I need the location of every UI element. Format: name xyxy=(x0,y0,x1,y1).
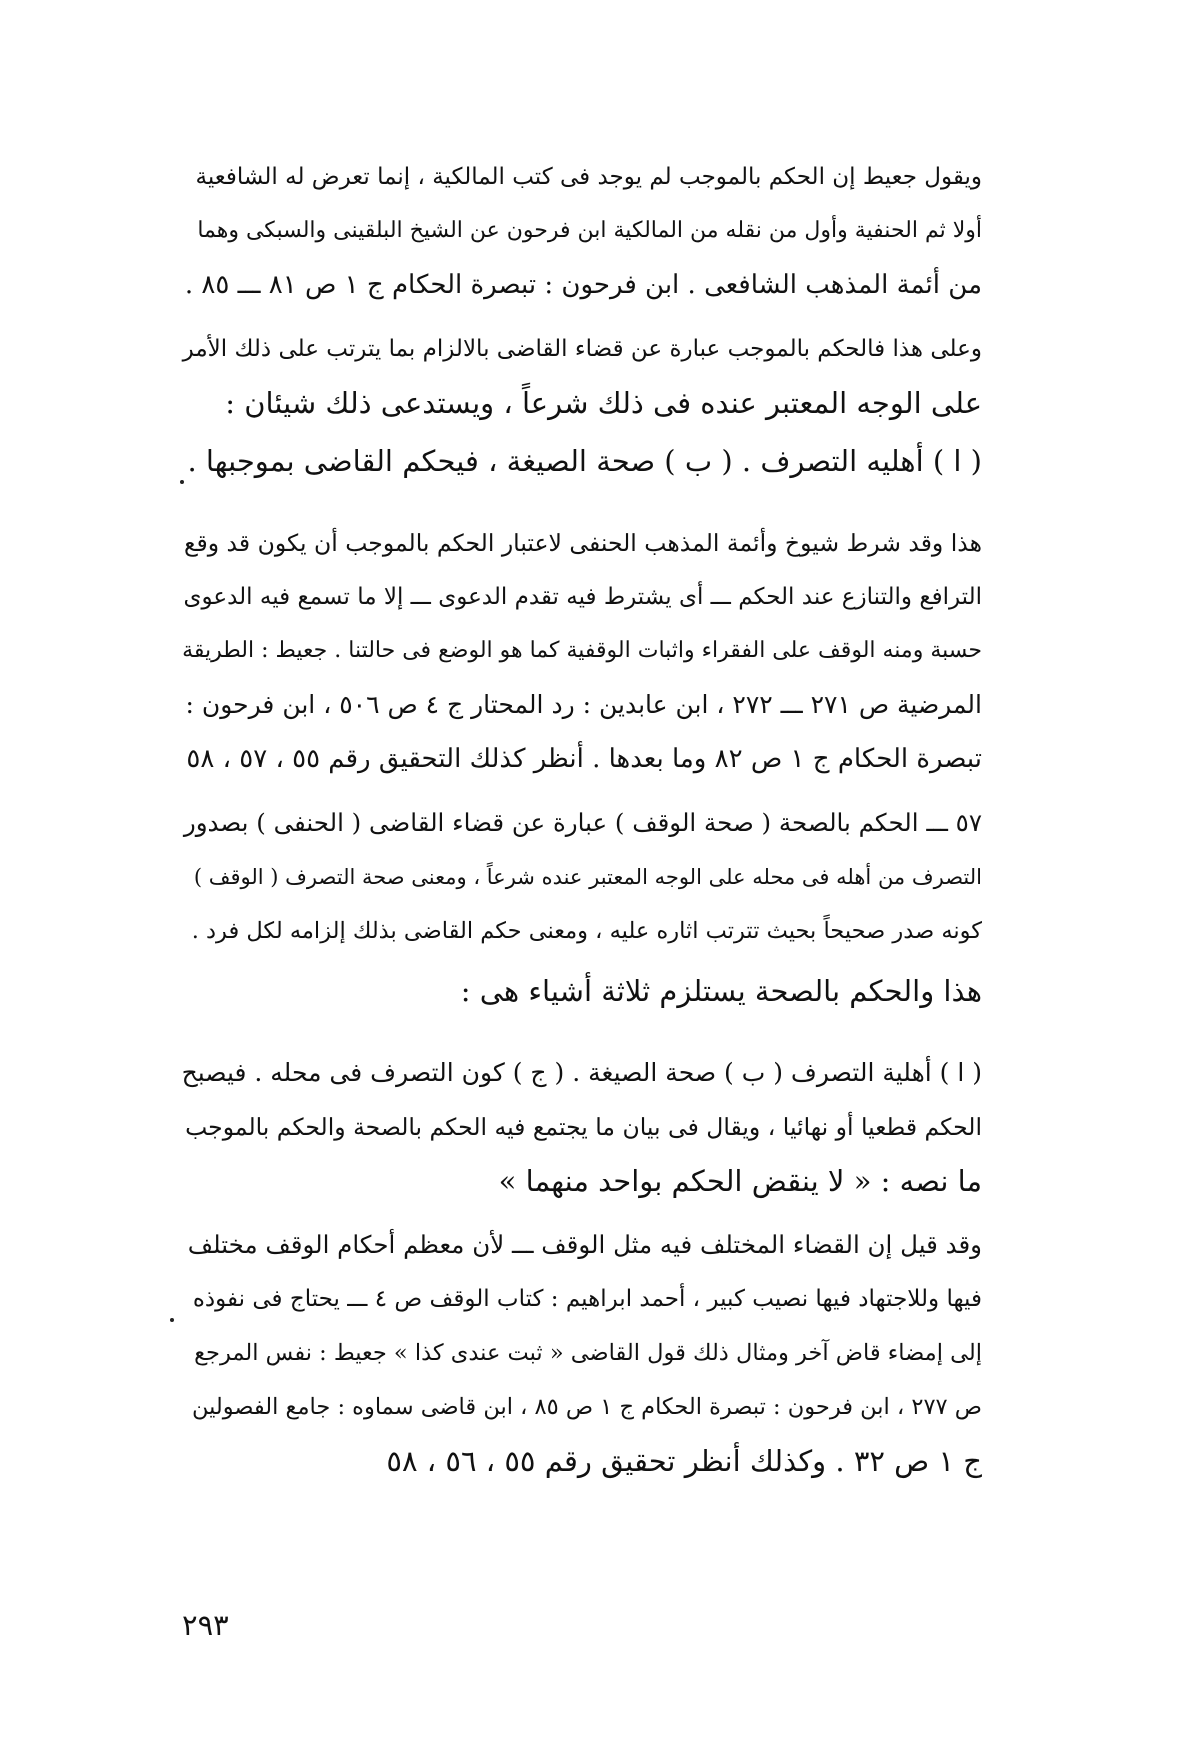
document-page xyxy=(182,0,982,1750)
text-line: حسبة ومنه الوقف على الفقراء واثبات الوقفية كما هو الوضع فى حالتنا . جعيط : الطريقة xyxy=(182,638,982,663)
text-line: هذا وقد شرط شيوخ وأئمة المذهب الحنفى لاعتبار الحكم بالموجب أن يكون قد وقع xyxy=(183,529,982,557)
text-line: ما نصه : « لا ينقض الحكم بواحد منهما » xyxy=(498,1164,982,1198)
speck-mark xyxy=(180,480,184,484)
paragraph-3 xyxy=(182,434,982,488)
text-line: وعلى هذا فالحكم بالموجب عبارة عن قضاء القاضى بالالزام بما يترتب على ذلك الأمر xyxy=(182,336,982,362)
paragraph-5 xyxy=(182,796,982,958)
paragraph-8 xyxy=(182,1218,982,1488)
text-line: تبصرة الحكام ج ١ ص ٨٢ وما بعدها . أنظر كذلك التحقيق رقم ٥٥ ، ٥٧ ، ٥٨ xyxy=(186,744,982,774)
paragraph-4 xyxy=(182,516,982,786)
text-line: ( ا ) أهلية التصرف ( ب ) صحة الصيغة . ( ج ) كون التصرف فى محله . فيصبح xyxy=(181,1058,982,1087)
text-line: وقد قيل إن القضاء المختلف فيه مثل الوقف ـــ لأن معظم أحكام الوقف مختلف xyxy=(187,1230,982,1259)
text-line: أولا ثم الحنفية وأول من نقله من المالكية ابن فرحون عن الشيخ البلقينى والسبكى وهما xyxy=(197,218,982,243)
text-line: من أئمة المذهب الشافعى . ابن فرحون : تبصرة الحكام ج ١ ص ٨١ ـــ ٨٥ . xyxy=(184,270,982,300)
text-line: ٥٧ ـــ الحكم بالصحة ( صحة الوقف ) عبارة عن قضاء القاضى ( الحنفى ) بصدور xyxy=(183,808,982,837)
text-line: ( ا ) أهليه التصرف . ( ب ) صحة الصيغة ، فيحكم القاضى بموجبها . xyxy=(187,444,982,478)
paragraph-6 xyxy=(182,964,982,1018)
text-line: الترافع والتنازع عند الحكم ـــ أى يشترط فيه تقدم الدعوى ـــ إلا ما تسمع فيه الدعوى xyxy=(183,584,982,610)
text-line: ص ٢٧٧ ، ابن فرحون : تبصرة الحكام ج ١ ص ٨٥ ، ابن قاضى سماوه : جامع الفصولين xyxy=(191,1394,982,1420)
paragraph-7 xyxy=(182,1046,982,1208)
text-line: المرضية ص ٢٧١ ـــ ٢٧٢ ، ابن عابدين : رد المحتار ج ٤ ص ٥٠٦ ، ابن فرحون : xyxy=(185,690,982,719)
text-line: إلى إمضاء قاض آخر ومثال ذلك قول القاضى « ثبت عندى كذا » جعيط : نفس المرجع xyxy=(194,1340,982,1366)
text-line: هذا والحكم بالصحة يستلزم ثلاثة أشياء هى : xyxy=(460,974,982,1008)
paragraph-2 xyxy=(182,322,982,430)
speck-mark xyxy=(170,1318,174,1322)
page-number: ٢٩٣ xyxy=(182,1608,229,1642)
text-line: على الوجه المعتبر عنده فى ذلك شرعاً ، ويستدعى ذلك شيئان : xyxy=(225,386,982,420)
text-line: ج ١ ص ٣٢ . وكذلك أنظر تحقيق رقم ٥٥ ، ٥٦ ، ٥٨ xyxy=(386,1444,982,1478)
text-line: ويقول جعيط إن الحكم بالموجب لم يوجد فى كتب المالكية ، إنما تعرض له الشافعية xyxy=(195,164,982,190)
text-line: الحكم قطعيا أو نهائيا ، ويقال فى بيان ما يجتمع فيه الحكم بالصحة والحكم بالموجب xyxy=(185,1113,982,1141)
text-line: كونه صدر صحيحاً بحيث تترتب اثاره عليه ، ومعنى حكم القاضى بذلك إلزامه لكل فرد . xyxy=(191,918,982,944)
text-line: التصرف من أهله فى محله على الوجه المعتبر عنده شرعاً ، ومعنى صحة التصرف ( الوقف ) xyxy=(193,865,982,889)
text-line: فيها وللاجتهاد فيها نصيب كبير ، أحمد ابراهيم : كتاب الوقف ص ٤ ـــ يحتاج فى نفوذه xyxy=(192,1286,982,1312)
paragraph-1 xyxy=(182,150,982,312)
